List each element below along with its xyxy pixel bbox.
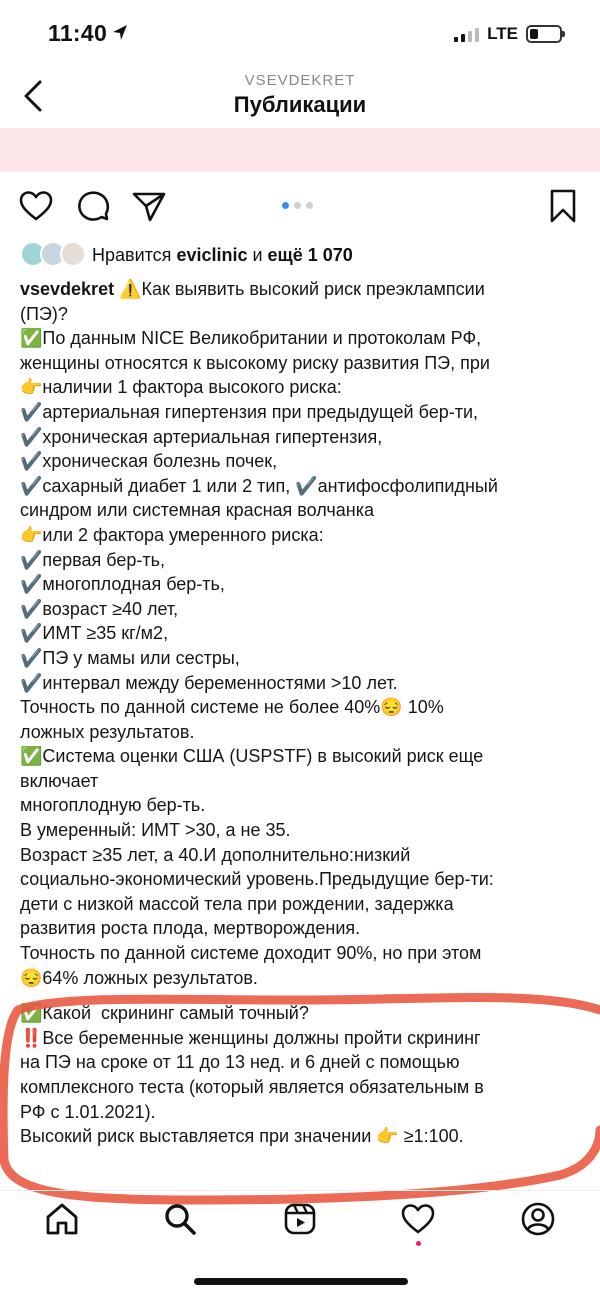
- avatar: [60, 241, 86, 267]
- caption-line: ✔️хроническая болезнь почек,: [20, 451, 278, 472]
- caption-line: ✔️ПЭ у мамы или сестры,: [20, 647, 240, 668]
- location-arrow-icon: [110, 22, 130, 44]
- caption-line: ✔️сахарный диабет 1 или 2 тип, ✔️антифосфолипидный: [20, 475, 498, 496]
- caption-line: РФ с 1.01.2021).: [20, 1101, 156, 1122]
- likes-count[interactable]: ещё 1 070: [267, 244, 353, 265]
- caption-line: комплексного теста (который является обязательным в: [20, 1077, 484, 1097]
- bookmark-icon[interactable]: [545, 188, 581, 224]
- likes-text: [92, 245, 353, 266]
- caption-line: синдром или системная красная волчанка: [20, 500, 374, 521]
- caption-spacer: [20, 990, 580, 1001]
- caption-line: ‼️Все беременные женщины должны пройти скрининг: [20, 1027, 481, 1048]
- caption-line: на ПЭ на сроке от 11 до 13 нед. и 6 дней с помощью: [20, 1052, 460, 1073]
- like-icon[interactable]: [18, 188, 54, 224]
- caption-line: Точность по данной системе не более 40%😔 10%: [20, 697, 444, 718]
- caption-line: Высокий риск выставляется при значении 👉 ≥1:100.: [20, 1126, 464, 1147]
- liker-username[interactable]: eviclinic: [176, 244, 248, 265]
- page-title: Публикации: [233, 92, 367, 117]
- caption-author[interactable]: vsevdekret: [20, 279, 115, 299]
- caption-line: включает: [20, 770, 99, 791]
- caption-line: ✔️интервал между беременностями >10 лет.: [20, 672, 398, 693]
- carousel-indicator: [282, 202, 313, 209]
- likes-row[interactable]: [20, 240, 353, 270]
- caption-line: ✅По данным NICE Великобритании и протоколам РФ,: [20, 328, 482, 349]
- caption-line: ✔️возраст ≥40 лет,: [20, 598, 179, 619]
- caption-line: В умеренный: ИМТ >30, а не 35.: [20, 820, 291, 841]
- notification-dot: [416, 1241, 421, 1246]
- caption-line: 👉наличии 1 фактора высокого риска:: [20, 377, 342, 398]
- caption-line: Возраст ≥35 лет, а 40.И дополнительно:низкий: [20, 844, 411, 865]
- battery-icon: [526, 25, 562, 43]
- post-actions: [0, 188, 600, 228]
- post-image-bottom[interactable]: [0, 128, 600, 172]
- liker-avatars: [20, 241, 90, 269]
- search-icon[interactable]: [162, 1201, 198, 1237]
- caption-line: развития роста плода, мертворождения.: [20, 918, 361, 939]
- reels-icon[interactable]: [282, 1201, 318, 1237]
- caption-line: ✔️первая бер-ть,: [20, 549, 166, 570]
- share-icon[interactable]: [131, 188, 167, 224]
- caption-line: многоплодную бер-ть.: [20, 795, 206, 816]
- caption-line: ✔️хроническая артериальная гипертензия,: [20, 426, 383, 447]
- signal-icon: [454, 26, 479, 42]
- caption-line: (ПЭ)?: [20, 303, 68, 324]
- caption-line: ✔️ИМТ ≥35 кг/м2,: [20, 623, 169, 644]
- caption-line: ✔️многоплодная бер-ть,: [20, 574, 225, 595]
- home-icon[interactable]: [44, 1201, 80, 1237]
- likes-prefix: Нравится: [92, 244, 177, 265]
- status-indicators: [454, 24, 562, 44]
- caption-first-line: [20, 277, 580, 302]
- caption-line: ⚠️Как выявить высокий риск преэклампсии: [114, 279, 485, 299]
- caption-line: 👉или 2 фактора умеренного риска:: [20, 524, 324, 545]
- caption-line: ✔️артериальная гипертензия при предыдущей бер-ти,: [20, 401, 479, 422]
- caption-line: дети с низкой массой тела при рождении, задержка: [20, 893, 454, 914]
- network-label: LTE: [487, 24, 518, 43]
- caption-line: 😔64% ложных результатов.: [20, 967, 258, 988]
- caption-line: ✅Какой скрининг самый точный?: [20, 1003, 309, 1024]
- likes-middle: и: [247, 244, 268, 265]
- caption-line: социально-экономический уровень.Предыдущие бер-ти:: [20, 869, 494, 890]
- activity-heart-icon[interactable]: [400, 1201, 436, 1237]
- caption-line: ✅Система оценки США (USPSTF) в высокий риск еще: [20, 746, 484, 767]
- post-caption: [20, 277, 580, 1149]
- comment-icon[interactable]: [75, 188, 111, 224]
- home-indicator[interactable]: [194, 1278, 408, 1285]
- status-time: 11:40: [48, 20, 108, 46]
- caption-line: ложных результатов.: [20, 721, 195, 742]
- account-name: VSEVDEKRET: [244, 72, 356, 89]
- caption-line: Точность по данной системе доходит 90%, но при этом: [20, 943, 482, 964]
- status-bar: [0, 0, 600, 66]
- bottom-tab-bar: [0, 1190, 600, 1250]
- nav-header: [0, 66, 600, 128]
- profile-icon[interactable]: [520, 1201, 556, 1237]
- caption-line: женщины относятся к высокому риску развития ПЭ, при: [20, 352, 490, 373]
